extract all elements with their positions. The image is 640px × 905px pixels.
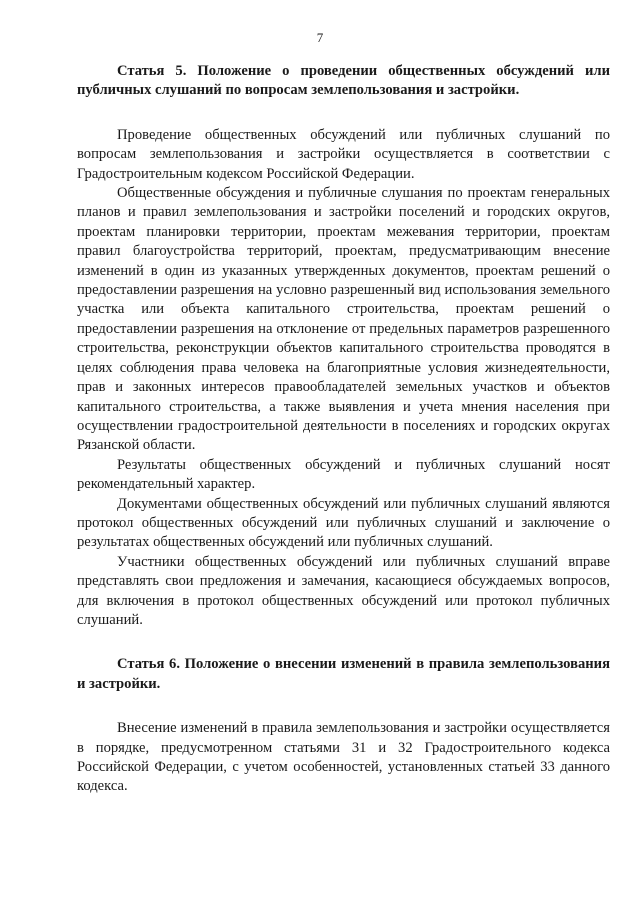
article-6-heading: Статья 6. Положение о внесении изменений в правила землепользования и застройки.: [77, 656, 610, 692]
article-5-paragraph-5: Участники общественных обсуждений или публичных слушаний вправе представлять свои предложения и замечания, касающиеся обсуждаемых вопросов, для включения в протокол общественных обсуждений или протокол публичных слушаний.: [77, 553, 610, 628]
article-5-paragraph-3: Результаты общественных обсуждений и публичных слушаний носят рекомендательный характер.: [77, 456, 610, 493]
article-5-paragraph-4: Документами общественных обсуждений или публичных слушаний являются протокол общественных обсуждений или публичных слушаний и заключение о результатах общественных обсуждений или публичных слушаний.: [77, 495, 610, 551]
article-5-paragraph-2: Общественные обсуждения и публичные слушания по проектам генеральных планов и правил землепользования и застройки поселений и городских округов, проектам планировки территории, проектам межевания территории, проектам правил благоустройства территорий, проектам, предусматривающим внесение изменений в один из указанных утвержденных документов, проектам решений о предоставлении разрешения на условно разрешенный вид использования земельного участка или объекта капитального строительства, проектам решений о предоставлении разрешения на отклонение от предельных параметров разрешенного строительства, реконструкции объектов капитального строительства проводятся в целях соблюдения права человека на благоприятные условия жизнедеятельности, прав и законных интересов правообладателей земельных участков и объектов капитального строительства, а также выявления и учета мнения населения при осуществлении градостроительной деятельности в поселениях и городских округах Рязанской области.: [77, 185, 610, 454]
document-content: [77, 62, 610, 797]
article-5-heading: Статья 5. Положение о проведении общественных обсуждений или публичных слушаний по вопросам землепользования и застройки.: [77, 63, 610, 99]
article-6-paragraph-1: Внесение изменений в правила землепользования и застройки осуществляется в порядке, предусмотренном статьями 31 и 32 Градостроительного кодекса Российской Федерации, с учетом особенностей, установленных статьей 33 данного кодекса.: [77, 720, 610, 795]
page-number: 7: [316, 30, 324, 45]
article-5-paragraph-1: Проведение общественных обсуждений или публичных слушаний по вопросам землепользования и застройки осуществляется в соответствии с Градостроительным кодексом Российской Федерации.: [77, 126, 610, 182]
